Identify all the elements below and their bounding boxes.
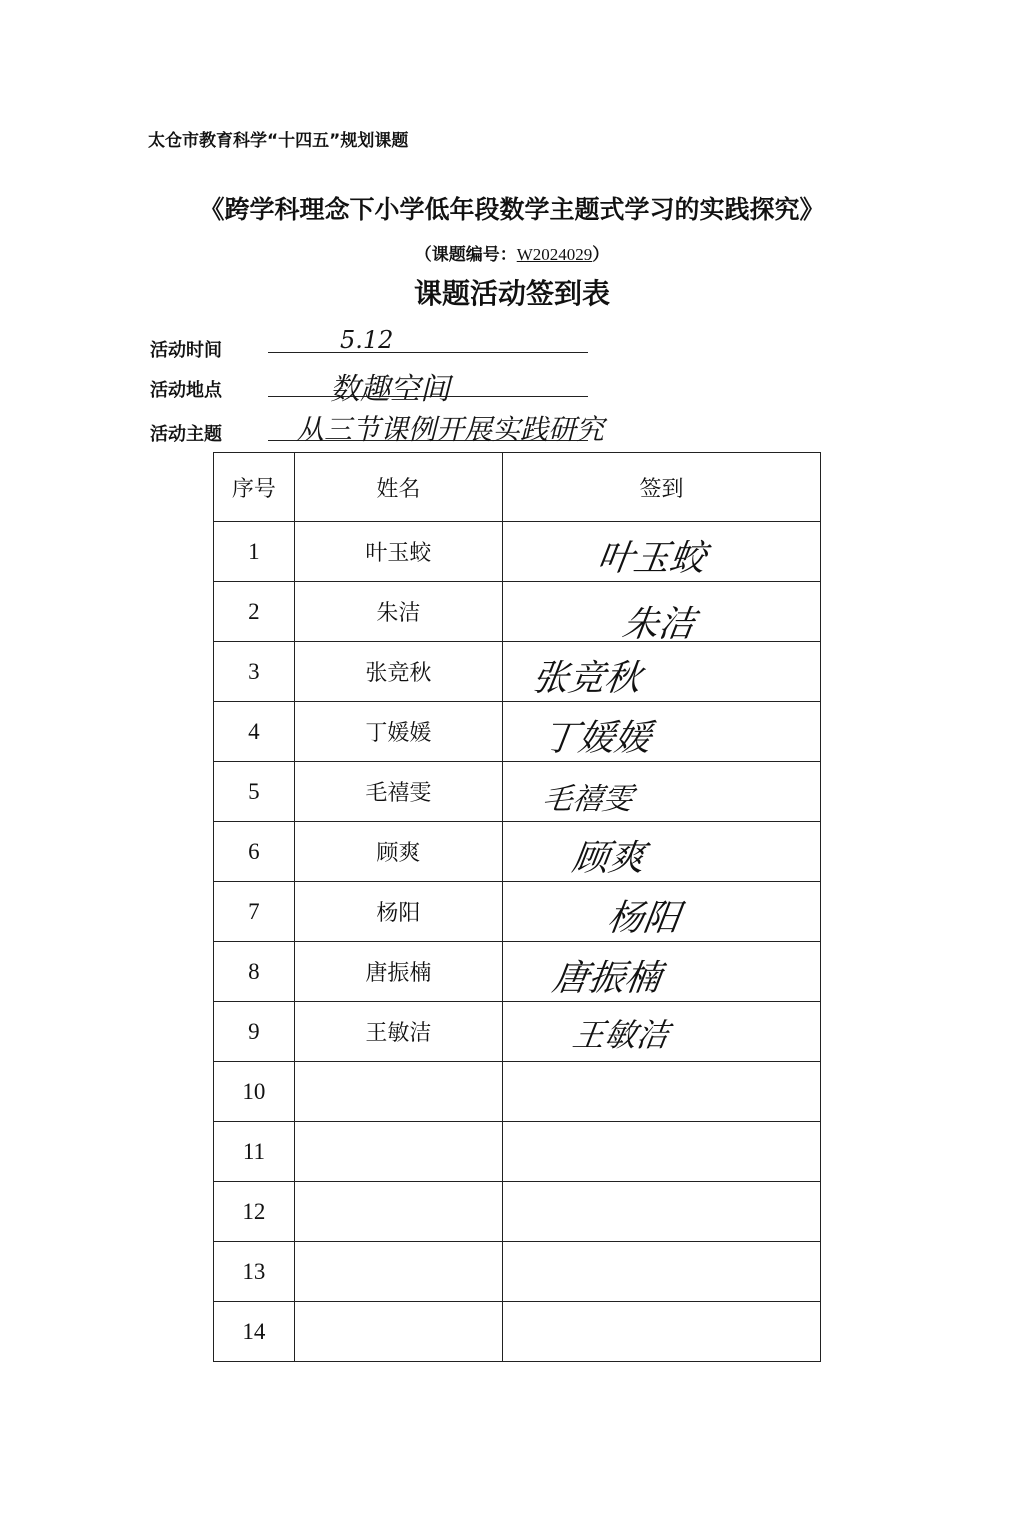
project-title: 《跨学科理念下小学低年段数学主题式学习的实践探究》 [199, 195, 825, 224]
row-signature: 王敏洁 [570, 1016, 672, 1054]
activity-time-label: 活动时间 [150, 340, 222, 361]
table-row [214, 882, 821, 942]
project-code-line [0, 240, 1024, 265]
row-signature: 杨阳 [604, 898, 683, 939]
row-number: 5 [214, 762, 295, 822]
row-signature-cell [503, 1302, 821, 1362]
row-name [294, 1122, 502, 1182]
table-row [214, 1302, 821, 1362]
sheet-title: 课题活动签到表 [413, 277, 610, 310]
row-name [294, 1242, 502, 1302]
activity-place-value: 数趣空间 [330, 372, 450, 407]
row-signature-cell [503, 582, 821, 645]
row-name: 杨阳 [294, 882, 502, 942]
table-row [214, 762, 821, 822]
table-row [214, 522, 821, 582]
activity-topic-label: 活动主题 [150, 424, 222, 445]
row-signature-cell [503, 1062, 821, 1122]
row-signature-cell [503, 642, 821, 702]
org-header: 太仓市教育科学“十四五”规划课题 [148, 131, 409, 151]
row-signature-cell [503, 1242, 821, 1302]
row-name: 张竞秋 [294, 642, 502, 702]
row-number: 12 [214, 1182, 295, 1242]
row-number: 11 [214, 1122, 295, 1182]
row-signature: 张竞秋 [529, 658, 644, 699]
row-name [294, 1302, 502, 1362]
table-row [214, 1242, 821, 1302]
header-number: 序号 [214, 453, 295, 522]
project-code-label: （课题编号： [414, 245, 517, 265]
row-signature-cell [503, 762, 821, 822]
row-number: 4 [214, 702, 295, 762]
header-name: 姓名 [294, 453, 502, 522]
table-row [214, 1062, 821, 1122]
row-name: 丁媛媛 [294, 702, 502, 762]
row-signature: 叶玉蛟 [594, 538, 709, 579]
row-signature: 毛禧雯 [540, 782, 636, 817]
row-number: 3 [214, 642, 295, 702]
table-row [214, 642, 821, 702]
table-row [214, 942, 821, 1002]
row-signature-cell [503, 822, 821, 882]
row-name [294, 1062, 502, 1122]
table-row [214, 702, 821, 762]
activity-time-line [268, 352, 588, 353]
row-signature: 朱洁 [619, 604, 698, 645]
activity-topic-value: 从三节课例开展实践研究 [296, 413, 605, 446]
row-name: 唐振楠 [294, 942, 502, 1002]
row-signature: 唐振楠 [549, 958, 664, 999]
row-number: 13 [214, 1242, 295, 1302]
row-signature: 顾爽 [569, 838, 648, 879]
header-signature: 签到 [503, 453, 821, 522]
table-row [214, 1002, 821, 1062]
row-name: 顾爽 [294, 822, 502, 882]
project-code-close: ） [592, 245, 610, 265]
row-signature: 丁媛媛 [539, 718, 654, 759]
row-number: 8 [214, 942, 295, 1002]
row-number: 2 [214, 582, 295, 642]
project-code-value: W2024029 [516, 245, 593, 264]
row-signature-cell [503, 942, 821, 1002]
table-row [214, 582, 821, 642]
table-row [214, 822, 821, 882]
row-signature-cell [503, 1182, 821, 1242]
row-name [294, 1182, 502, 1242]
row-signature-cell [503, 522, 821, 582]
row-number: 14 [214, 1302, 295, 1362]
row-number: 7 [214, 882, 295, 942]
row-number: 6 [214, 822, 295, 882]
activity-time-value: 5.12 [340, 326, 394, 354]
table-header-row [214, 453, 821, 522]
row-signature-cell [503, 1002, 821, 1062]
table-row [214, 1122, 821, 1182]
row-name: 王敏洁 [294, 1002, 502, 1062]
row-name: 毛禧雯 [294, 762, 502, 822]
row-number: 9 [214, 1002, 295, 1062]
signin-table [213, 452, 821, 1362]
row-signature-cell [503, 702, 821, 762]
row-signature-cell [503, 882, 821, 942]
activity-place-label: 活动地点 [150, 380, 222, 401]
row-signature-cell [503, 1122, 821, 1182]
row-number: 10 [214, 1062, 295, 1122]
table-row [214, 1182, 821, 1242]
row-name: 朱洁 [294, 582, 502, 642]
row-name: 叶玉蛟 [294, 522, 502, 582]
row-number: 1 [214, 522, 295, 582]
